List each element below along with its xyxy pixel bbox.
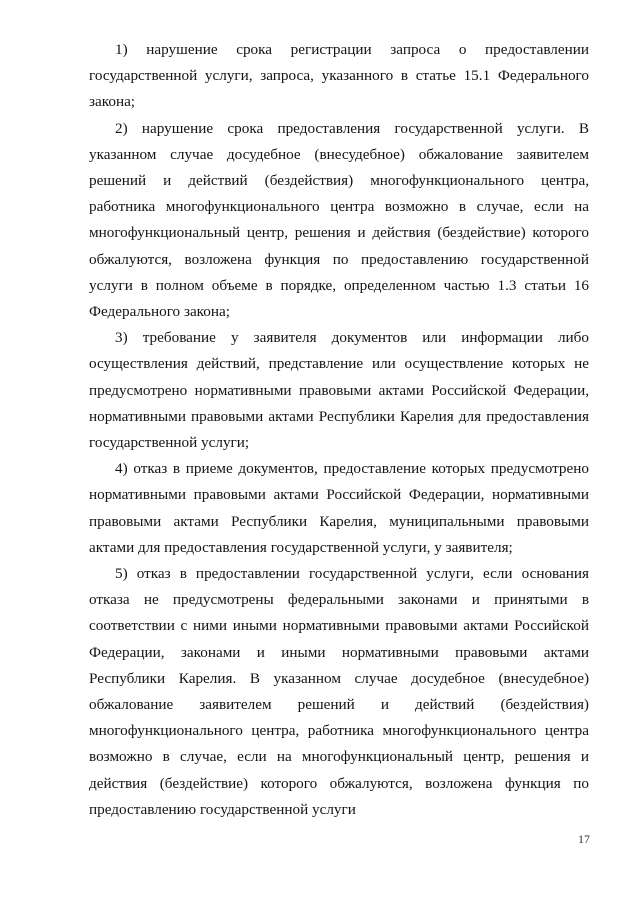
paragraph-item-2: 2) нарушение срока предоставления государственной услуги. В указанном случае досудебное (внесудебное) обжалование заявителем решений и действий (бездействия) многофункционального центра, работника многофункционального центра возможно в случае, если на многофункциональный центр, решения и действия (бездействие) которого обжалуются, возложена функция по предоставлению государственной услуги в полном объеме в порядке, определенном частью 1.3 статьи 16 Федерального закона; bbox=[89, 119, 589, 321]
page-body bbox=[89, 37, 589, 823]
paragraph-item-3: 3) требование у заявителя документов или информации либо осуществления действий, представление или осуществление которых не предусмотрено нормативными правовыми актами Российской Федерации, нормативными правовыми актами Республики Карелия для предоставления государственной услуги; bbox=[89, 329, 589, 452]
paragraph-item-5: 5) отказ в предоставлении государственной услуги, если основания отказа не предусмотрены федеральными законами и принятыми в соответствии с ними иными нормативными правовыми актами Российской Федерации, законами и иными нормативными правовыми актами Республики Карелия. В указанном случае досудебное (внесудебное) обжалование заявителем решений и действий (бездействия) многофункционального центра, работника многофункционального центра возможно в случае, если на многофункциональный центр, решения и действия (бездействие) которого обжалуются, возложена функция по предоставлению государственной услуги bbox=[89, 565, 589, 818]
paragraph-item-4: 4) отказ в приеме документов, предоставление которых предусмотрено нормативными правовыми актами Российской Федерации, нормативными правовыми актами Республики Карелия, муниципальными правовыми актами для предоставления государственной услуги, у заявителя; bbox=[89, 460, 589, 556]
paragraph-item-1: 1) нарушение срока регистрации запроса о предоставлении государственной услуги, запроса, указанного в статье 15.1 Федерального закона; bbox=[89, 41, 589, 111]
page-number: 17 bbox=[578, 832, 590, 846]
